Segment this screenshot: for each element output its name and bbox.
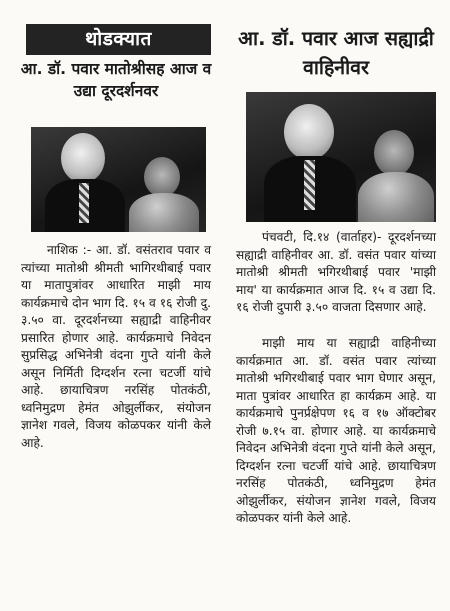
right-photo — [246, 92, 436, 222]
left-body-text: नाशिक :- आ. डॉ. वसंतराव पवार व त्यांच्या मातोश्री श्रीमती भागिरथीबाई पवार या मातापुत्रांवर आधारित माझी माय कार्यक्रमाचे दोन भाग दि. १५ व १६ रोजी दु. ३.५० वा. दूरदर्शनच्या सह्याद्री वाहिनीवर प्रसारित होणार आहे. कार्यक्रमाचे निवेदन सुप्रसिद्ध अभिनेत्री वंदना गुप्ते यांनी केले असून निर्मिती दिग्दर्शन रत्ना चटर्जी यांचे आहे. छायाचित्रण नरसिंह पोतकंठी, ध्वनिमुद्रण हेमंत ओझुर्लीकर, संयोजन ज्ञानेश गवले, विजय कोळपकर यांनी केले आहे. — [21, 243, 211, 450]
man-tie — [79, 183, 89, 223]
section-tag: थोडक्यात — [26, 24, 211, 55]
man-figure — [61, 133, 105, 183]
right-newspaper-clipping — [232, 24, 440, 594]
woman-figure — [144, 157, 180, 197]
left-headline: आ. डॉ. पवार मातोश्रीसह आज व उद्या दूरदर्शनवर — [20, 60, 212, 100]
man-tie — [304, 160, 315, 210]
right-body-para-1: पंचवटी, दि.१४ (वार्ताहर)- दूरदर्शनच्या सह्याद्री वाहिनीवर आ. डॉ. वसंत पवार यांच्या मातोश्री श्रीमती भगिरथीबाई पवार 'माझी माय' या कार्यक्रमात आज दि. १५ व उद्या दि. १६ रोजी दुपारी ३.५० वाजता दिसणार आहे. — [236, 230, 436, 314]
woman-saree — [129, 193, 199, 232]
left-photo — [31, 127, 206, 232]
right-headline: आ. डॉ. पवार आज सह्याद्री वाहिनीवर — [238, 27, 434, 79]
woman-figure — [374, 130, 414, 176]
left-newspaper-clipping — [13, 24, 219, 590]
woman-saree — [358, 172, 434, 222]
right-body-para-2: माझी माय या सह्याद्री वाहिनीच्या कार्यक्रमात आ. डॉ. वसंत पवार त्यांच्या मातोश्री भगिरथीबाई पवार भाग घेणार असून, माता पुत्रांवर आधारित हा कार्यक्रम आहे. या कार्यक्रमाचे पुनर्प्रक्षेपण १६ व १७ ऑक्टोबर रोजी ७.१५ वा. होणार आहे. या कार्यक्रमाचे निवेदन अभिनेत्री वंदना गुप्ते यांनी केले असून, दिग्दर्शन रत्ना चटर्जी यांचे आहे. छायाचित्रण नरसिंह पोतकंठी, ध्वनिमुद्रण हेमंत ओझुर्लीकर, संयोजन ज्ञानेश गवले, विजय कोळपकर यांनी केले आहे. — [236, 336, 436, 525]
man-figure — [284, 104, 334, 160]
